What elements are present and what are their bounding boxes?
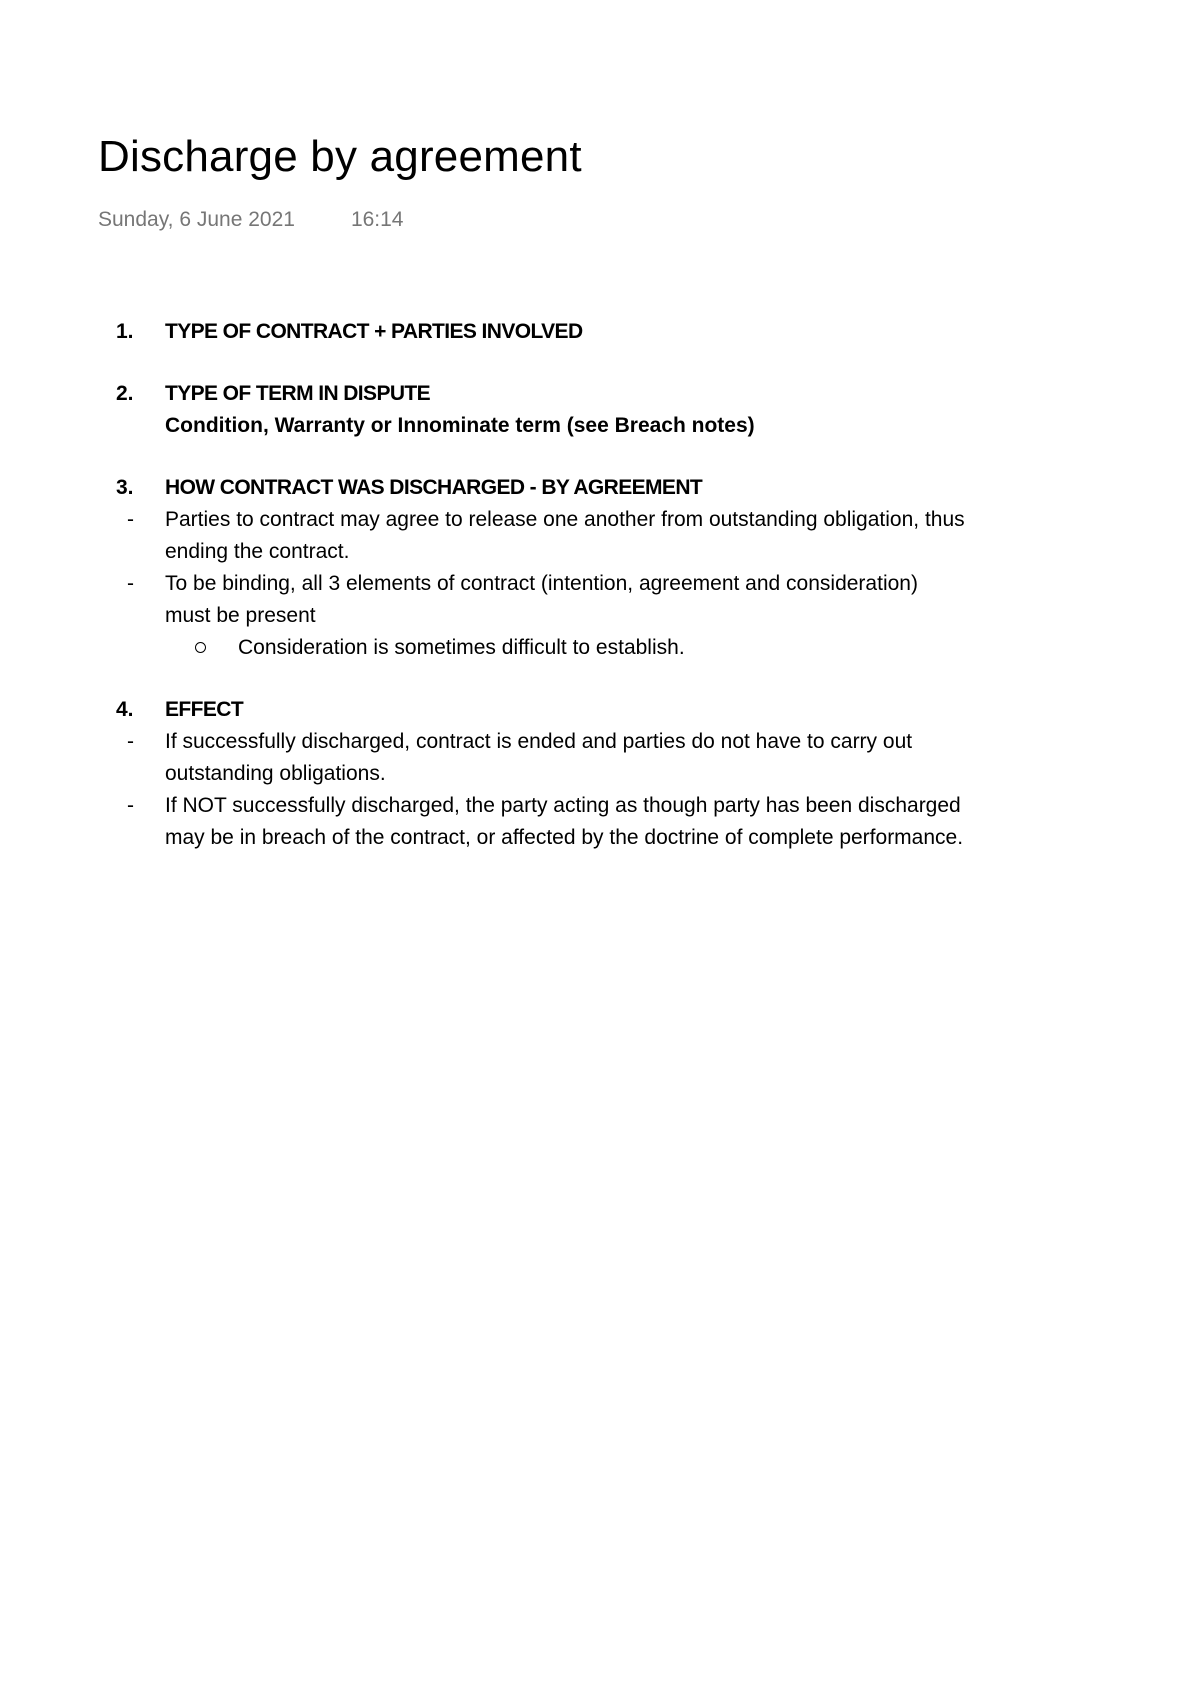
dash-bullet-icon: -	[127, 572, 134, 595]
section-number: 1.	[116, 320, 134, 343]
list-item-text: If NOT successfully discharged, the party acting as though party has been discharged may be in breach of the contract, or affected by the doctrine of complete performance.	[165, 794, 964, 849]
page-title: Discharge by agreement	[98, 132, 582, 181]
section-subheading: Condition, Warranty or Innominate term (see Breach notes)	[165, 414, 755, 437]
section-heading: HOW CONTRACT WAS DISCHARGED - BY AGREEMENT	[165, 476, 703, 499]
note-time: 16:14	[350, 208, 404, 231]
list-item	[127, 790, 965, 854]
list-item-text: To be binding, all 3 elements of contract (intention, agreement and consideration) must be present	[165, 572, 918, 627]
list-item	[127, 568, 965, 632]
section-number: 4.	[116, 698, 134, 721]
note-body	[0, 316, 1200, 884]
note-timestamp	[98, 208, 404, 232]
section-number: 3.	[116, 476, 134, 499]
section-3	[0, 472, 1200, 664]
circle-bullet-icon	[195, 642, 206, 653]
section-number: 2.	[116, 382, 134, 405]
sub-list-item	[238, 632, 1200, 664]
section-1	[0, 316, 1200, 348]
list-item	[127, 504, 965, 568]
note-date: Sunday, 6 June 2021	[98, 208, 295, 231]
section-4	[0, 694, 1200, 854]
dash-bullet-icon: -	[127, 508, 134, 531]
dash-bullet-icon: -	[127, 730, 134, 753]
section-heading: TYPE OF TERM IN DISPUTE	[165, 382, 431, 405]
list-item-text: Parties to contract may agree to release one another from outstanding obligation, thus ending the contract.	[165, 508, 965, 563]
list-item	[127, 726, 965, 790]
dash-bullet-icon: -	[127, 794, 134, 817]
section-heading: EFFECT	[165, 698, 244, 721]
sub-list-item-text: Consideration is sometimes difficult to establish.	[238, 636, 685, 659]
list-item-text: If successfully discharged, contract is ended and parties do not have to carry out outstanding obligations.	[165, 730, 913, 785]
section-heading: TYPE OF CONTRACT + PARTIES INVOLVED	[165, 320, 583, 343]
section-2	[0, 378, 1200, 442]
